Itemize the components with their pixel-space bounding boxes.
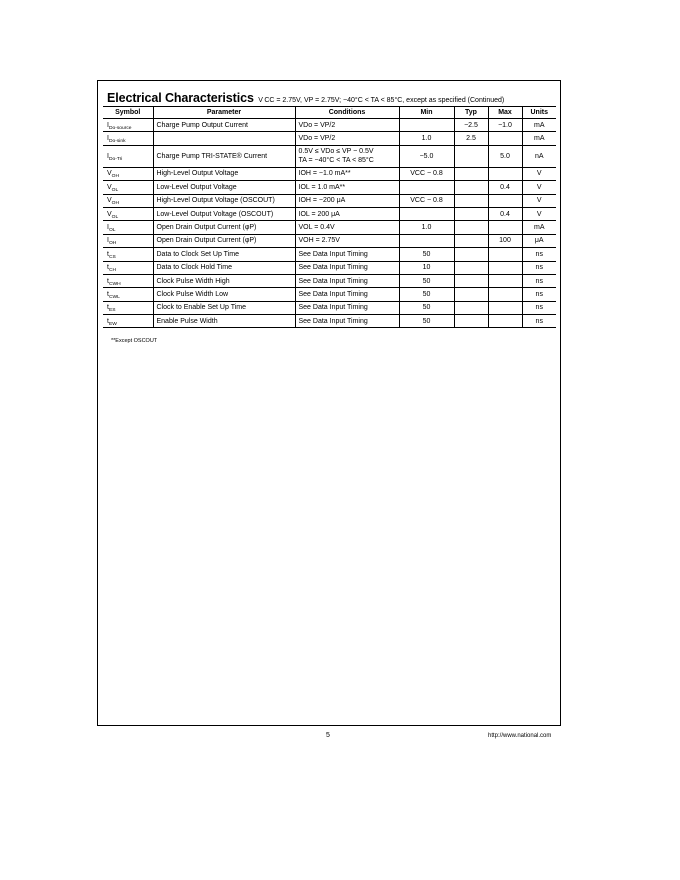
table-row — [103, 207, 556, 220]
cell-min: VCC − 0.8 — [399, 167, 454, 180]
cell-typ — [454, 181, 488, 194]
table-row — [103, 132, 556, 145]
cell-typ: −2.5 — [454, 119, 488, 132]
cell-parameter: Enable Pulse Width — [153, 315, 295, 328]
cell-conditions: See Data Input Timing — [295, 315, 399, 328]
header-min: Min — [399, 107, 454, 119]
cell-min: 50 — [399, 274, 454, 287]
cell-conditions: IOH = −200 μA — [295, 194, 399, 207]
cell-min: 50 — [399, 301, 454, 314]
cell-units: V — [522, 194, 556, 207]
cell-symbol: $t_{CWH}$ — [103, 274, 153, 287]
cell-typ — [454, 207, 488, 220]
cell-max — [488, 132, 522, 145]
cell-units: ns — [522, 248, 556, 261]
cell-symbol: $t_{EW}$ — [103, 315, 153, 328]
cell-conditions: IOH = −1.0 mA** — [295, 167, 399, 180]
cell-conditions: VDo = VP/2 — [295, 132, 399, 145]
cell-units: mA — [522, 221, 556, 234]
electrical-characteristics-table — [103, 106, 556, 328]
table-row — [103, 181, 556, 194]
cell-typ — [454, 221, 488, 234]
cell-symbol: $t_{CS}$ — [103, 248, 153, 261]
footnote: **Except OSCOUT — [111, 338, 158, 344]
cell-min: 1.0 — [399, 132, 454, 145]
cell-max — [488, 167, 522, 180]
section-title-main: Electrical Characteristics — [107, 91, 254, 105]
table-row — [103, 261, 556, 274]
cell-min: 50 — [399, 288, 454, 301]
cell-max — [488, 261, 522, 274]
cell-symbol: $t_{CWL}$ — [103, 288, 153, 301]
cell-parameter: Clock Pulse Width Low — [153, 288, 295, 301]
cell-conditions: VOH = 2.75V — [295, 234, 399, 247]
cell-units: ns — [522, 301, 556, 314]
cell-max — [488, 221, 522, 234]
cell-max — [488, 288, 522, 301]
cell-conditions: See Data Input Timing — [295, 261, 399, 274]
cell-min: −5.0 — [399, 145, 454, 167]
cell-units: μA — [522, 234, 556, 247]
cell-typ — [454, 301, 488, 314]
cell-conditions: See Data Input Timing — [295, 301, 399, 314]
cell-max: −1.0 — [488, 119, 522, 132]
cell-symbol: $t_{ES}$ — [103, 301, 153, 314]
cell-typ — [454, 145, 488, 167]
header-units: Units — [522, 107, 556, 119]
cell-max: 5.0 — [488, 145, 522, 167]
table-row — [103, 167, 556, 180]
cell-conditions: See Data Input Timing — [295, 288, 399, 301]
section-title-conditions: V CC = 2.75V, VP = 2.75V; −40°C < TA < 85°C, except as specified (Continued) — [258, 97, 505, 104]
footer-url: http://www.national.com — [488, 733, 552, 739]
cell-symbol: $I_{OH}$ — [103, 234, 153, 247]
cell-typ — [454, 248, 488, 261]
cell-parameter: Low-Level Output Voltage — [153, 181, 295, 194]
cell-min — [399, 234, 454, 247]
cell-typ — [454, 194, 488, 207]
cell-min: VCC − 0.8 — [399, 194, 454, 207]
cell-units: mA — [522, 132, 556, 145]
cell-units: mA — [522, 119, 556, 132]
cell-max — [488, 274, 522, 287]
cell-typ — [454, 274, 488, 287]
cell-units: nA — [522, 145, 556, 167]
cell-min: 1.0 — [399, 221, 454, 234]
cell-min — [399, 119, 454, 132]
cell-units: V — [522, 207, 556, 220]
cell-conditions: IOL = 1.0 mA** — [295, 181, 399, 194]
cell-parameter: Open Drain Output Current (φP) — [153, 221, 295, 234]
cell-units: V — [522, 167, 556, 180]
cell-parameter: Clock Pulse Width High — [153, 274, 295, 287]
cell-conditions: VDo = VP/2 — [295, 119, 399, 132]
cell-conditions: IOL = 200 μA — [295, 207, 399, 220]
cell-conditions: VOL = 0.4V — [295, 221, 399, 234]
cell-symbol: $V_{OH}$ — [103, 167, 153, 180]
cell-units: ns — [522, 274, 556, 287]
header-conditions: Conditions — [295, 107, 399, 119]
table-row — [103, 221, 556, 234]
table-row — [103, 288, 556, 301]
cell-symbol: $I_{Do-Tri}$ — [103, 145, 153, 167]
cell-parameter: High-Level Output Voltage (OSCOUT) — [153, 194, 295, 207]
page-frame — [97, 80, 561, 726]
cell-typ — [454, 234, 488, 247]
cell-symbol: $I_{Do-source}$ — [103, 119, 153, 132]
cell-symbol: $t_{CH}$ — [103, 261, 153, 274]
section-title — [107, 89, 504, 107]
cell-symbol: $V_{OL}$ — [103, 207, 153, 220]
cell-parameter — [153, 132, 295, 145]
cell-parameter: High-Level Output Voltage — [153, 167, 295, 180]
cell-parameter: Charge Pump TRI-STATE® Current — [153, 145, 295, 167]
table-row — [103, 145, 556, 167]
cell-max: 0.4 — [488, 207, 522, 220]
header-symbol: Symbol — [103, 107, 153, 119]
header-typ: Typ — [454, 107, 488, 119]
cell-typ — [454, 167, 488, 180]
cell-min: 50 — [399, 315, 454, 328]
cell-typ — [454, 315, 488, 328]
cell-symbol: $V_{OH}$ — [103, 194, 153, 207]
cell-parameter: Data to Clock Hold Time — [153, 261, 295, 274]
cell-max — [488, 315, 522, 328]
cell-typ: 2.5 — [454, 132, 488, 145]
cell-max: 100 — [488, 234, 522, 247]
cell-symbol: $I_{Do-sink}$ — [103, 132, 153, 145]
table-row — [103, 234, 556, 247]
cell-conditions: See Data Input Timing — [295, 274, 399, 287]
cell-units: ns — [522, 315, 556, 328]
cell-max: 0.4 — [488, 181, 522, 194]
cell-conditions: 0.5V ≤ VDo ≤ VP − 0.5V TA = −40°C < TA < 85°C — [295, 145, 399, 167]
table-row — [103, 301, 556, 314]
table-header-row — [103, 107, 556, 119]
cell-conditions: See Data Input Timing — [295, 248, 399, 261]
table-row — [103, 194, 556, 207]
cell-max — [488, 194, 522, 207]
header-parameter: Parameter — [153, 107, 295, 119]
cell-min: 50 — [399, 248, 454, 261]
cell-max — [488, 248, 522, 261]
cell-parameter: Open Drain Output Current (φP) — [153, 234, 295, 247]
cell-symbol: $V_{OL}$ — [103, 181, 153, 194]
cell-units: V — [522, 181, 556, 194]
cell-min — [399, 181, 454, 194]
cell-parameter: Data to Clock Set Up Time — [153, 248, 295, 261]
cell-max — [488, 301, 522, 314]
cell-parameter: Low-Level Output Voltage (OSCOUT) — [153, 207, 295, 220]
cell-units: ns — [522, 288, 556, 301]
cell-typ — [454, 288, 488, 301]
table-row — [103, 274, 556, 287]
cell-typ — [454, 261, 488, 274]
cell-parameter: Charge Pump Output Current — [153, 119, 295, 132]
cell-units: ns — [522, 261, 556, 274]
page-number: 5 — [326, 732, 330, 739]
header-max: Max — [488, 107, 522, 119]
cell-parameter: Clock to Enable Set Up Time — [153, 301, 295, 314]
table-row — [103, 315, 556, 328]
table-row — [103, 119, 556, 132]
cell-min — [399, 207, 454, 220]
table-row — [103, 248, 556, 261]
cell-min: 10 — [399, 261, 454, 274]
cell-symbol: $I_{OL}$ — [103, 221, 153, 234]
